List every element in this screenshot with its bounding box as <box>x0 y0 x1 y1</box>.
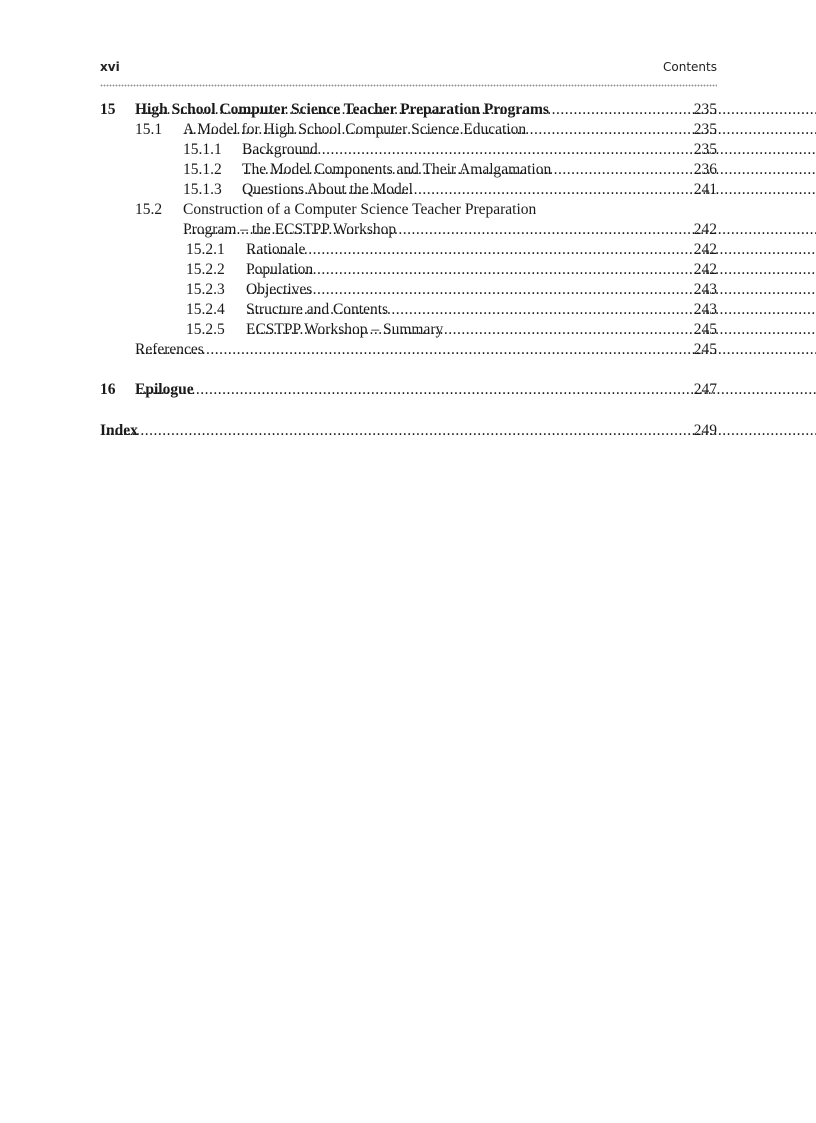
toc-entry-15-2-line2[interactable] <box>100 220 717 240</box>
toc-entry-15-2-2[interactable] <box>100 260 717 280</box>
toc-entry-chapter-15[interactable] <box>100 100 717 120</box>
header-dotted-rule <box>100 84 717 87</box>
dot-leader <box>247 240 816 260</box>
page-ref: 242 <box>693 221 717 238</box>
dot-leader <box>184 120 816 140</box>
toc-entry-references[interactable] <box>100 340 717 360</box>
toc-entry-15-1[interactable] <box>100 120 717 140</box>
subsection-title: Objectives <box>246 281 313 298</box>
chapter-number: 15 <box>100 101 116 118</box>
page-ref: 235 <box>693 121 717 138</box>
section-number: 15.2 <box>135 201 163 218</box>
toc-entry-chapter-16[interactable] <box>100 380 717 400</box>
subsection-number: 15.2.2 <box>186 261 225 278</box>
page-ref: 247 <box>693 381 717 398</box>
toc-entry-15-1-2[interactable] <box>100 160 717 180</box>
toc-entry-15-1-1[interactable] <box>100 140 717 160</box>
chapter-title: High School Computer Science Teacher Preparation Programs <box>135 101 549 118</box>
dot-leader <box>247 320 816 340</box>
dot-leader <box>243 160 816 180</box>
toc-entry-15-2-line1[interactable] <box>100 200 717 220</box>
running-header <box>100 60 717 76</box>
page-ref: 242 <box>693 261 717 278</box>
subsection-title: Rationale <box>246 241 306 258</box>
subsection-number: 15.2.3 <box>186 281 225 298</box>
page-ref: 245 <box>693 321 717 338</box>
subsection-title: Background <box>242 141 318 158</box>
section-title: Contents <box>663 60 717 74</box>
toc-entry-15-2-1[interactable] <box>100 240 717 260</box>
dot-leader <box>247 300 816 320</box>
subsection-title: Questions About the Model <box>242 181 413 198</box>
section-title: Construction of a Computer Science Teacher Preparation <box>183 201 537 218</box>
dot-leader <box>247 280 816 300</box>
toc-entry-15-2-3[interactable] <box>100 280 717 300</box>
dot-leader <box>243 140 816 160</box>
subsection-title: The Model Components and Their Amalgamation <box>242 161 552 178</box>
references-title: References <box>135 341 204 358</box>
chapter-number: 16 <box>100 381 116 398</box>
subsection-number: 15.2.4 <box>186 301 225 318</box>
subsection-number: 15.1.2 <box>183 161 222 178</box>
subsection-title: Population <box>246 261 314 278</box>
page-ref: 236 <box>693 161 717 178</box>
index-title: Index <box>100 422 138 439</box>
toc-entry-index[interactable] <box>100 421 717 441</box>
section-title-continued: Program – the ECSTPP Workshop <box>183 221 397 238</box>
toc-entry-15-1-3[interactable] <box>100 180 717 200</box>
toc-entry-15-2-4[interactable] <box>100 300 717 320</box>
page-ref: 241 <box>693 181 717 198</box>
section-number: 15.1 <box>135 121 163 138</box>
page-ref: 249 <box>693 422 717 439</box>
subsection-title: Structure and Contents <box>246 301 389 318</box>
chapter-title: Epilogue <box>135 381 194 398</box>
dot-leader <box>243 180 816 200</box>
subsection-number: 15.1.1 <box>183 141 222 158</box>
page-ref: 243 <box>693 281 717 298</box>
subsection-title: ECSTPP Workshop – Summary <box>246 321 444 338</box>
dot-leader <box>184 220 816 240</box>
page-ref: 245 <box>693 341 717 358</box>
page-number-label: xvi <box>100 60 120 74</box>
page-ref: 235 <box>693 101 717 118</box>
toc-entry-15-2-5[interactable] <box>100 320 717 340</box>
page-ref: 243 <box>693 301 717 318</box>
dot-leader <box>247 260 816 280</box>
page-ref: 235 <box>693 141 717 158</box>
subsection-number: 15.2.1 <box>186 241 225 258</box>
page-ref: 242 <box>693 241 717 258</box>
subsection-number: 15.1.3 <box>183 181 222 198</box>
subsection-number: 15.2.5 <box>186 321 225 338</box>
section-title: A Model for High School Computer Science Education <box>183 121 527 138</box>
